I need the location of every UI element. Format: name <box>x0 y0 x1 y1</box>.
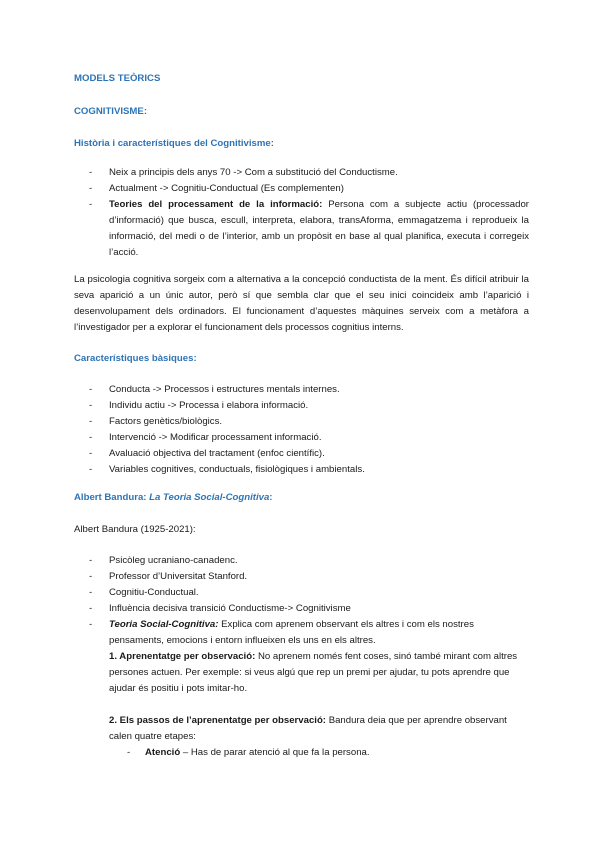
history-list <box>74 165 529 261</box>
bandura-heading-theory: La Teoria Social-Cognitiva <box>149 492 270 503</box>
document-title: MODELS TEÒRICS <box>74 73 161 84</box>
theory-text: Persona com a subjecte actiu (processador d’informació) que busca, escull, interpreta, elabora, transAforma, emmagatzema i reprodueix la informació, del medi o de l’interior, amb un propòsit en base al qual planifica, executa i corregeix l’acció. <box>109 199 529 258</box>
history-heading: Història i característiques del Cognitivisme: <box>74 138 274 149</box>
list-item: - Factors genètics/biològics. <box>74 414 529 430</box>
list-item-step <box>74 745 529 761</box>
point1-label: 1. Aprenentatge per observació: <box>109 651 256 662</box>
steps-list <box>74 745 529 761</box>
bandura-heading <box>74 490 529 506</box>
list-item: - Variables cognitives, conductuals, fisiològiques i ambientals. <box>74 462 529 478</box>
list-item: - Conducta -> Processos i estructures mentals internes. <box>74 382 529 398</box>
basic-list <box>74 382 529 478</box>
social-cognitive-label: Teoria Social-Cognitiva: <box>109 619 219 630</box>
bandura-subtitle: Albert Bandura (1925-2021): <box>74 524 196 535</box>
point1-text: No aprenem només fent coses, sinó també mirant com altres persones actuen. Per exemple: si veus algú que rep un premi per ajudar, tu pots aprendre que ajudar és positiu i pots imitar-ho. <box>109 651 518 694</box>
list-item-theory <box>74 197 529 261</box>
list-item: - Avaluació objectiva del tractament (enfoc científic). <box>74 446 529 462</box>
social-cognitive-text: Explica com aprenem observant els altres i com els nostres pensaments, emocions i entorn influeixen els uns en els altres. <box>109 619 474 646</box>
step-text: – Has de parar atenció al que fa la persona. <box>182 747 370 758</box>
section-heading-cognitivisme: COGNITIVISME: <box>74 106 148 117</box>
list-item: - Psicòleg ucraniano-canadenc. <box>74 553 529 569</box>
point2-text: Bandura deia que per aprendre observant calen quatre etapes: <box>109 715 507 742</box>
spacer <box>109 697 529 713</box>
list-item: - Professor d’Universitat Stanford. <box>74 569 529 585</box>
list-item: - Cognitiu-Conductual. <box>74 585 529 601</box>
list-item: - Intervenció -> Modificar processament informació. <box>74 430 529 446</box>
theory-label: Teories del processament de la informació: <box>109 199 323 210</box>
bandura-heading-name: Albert Bandura: <box>74 492 147 503</box>
bandura-list <box>74 553 529 745</box>
intro-paragraph: La psicologia cognitiva sorgeix com a alternativa a la concepció conductista de la ment. És difícil atribuir la seva aparició a un únic autor, però sí que sembla clar que el seu inici coincideix amb l’aparició i desenvolupament dels ordinadors. El funcionament d’aquestes màquines serveix com a metàfora a l’investigador per a explorar el funcionament dels processos cognitius interns. <box>74 274 529 333</box>
bandura-heading-colon: : <box>269 492 273 503</box>
list-item: - Neix a principis dels anys 70 -> Com a substitució del Conductisme. <box>74 165 529 181</box>
list-item: - Individu actiu -> Processa i elabora informació. <box>74 398 529 414</box>
basic-heading: Característiques bàsiques: <box>74 353 197 364</box>
list-item: - Influència decisiva transició Conductisme-> Cognitivisme <box>74 601 529 617</box>
list-item-theory <box>74 617 529 745</box>
list-item: - Actualment -> Cognitiu-Conductual (Es complementen) <box>74 181 529 197</box>
point2-label: 2. Els passos de l’aprenentatge per observació: <box>109 715 327 726</box>
step-label: Atenció <box>145 747 181 758</box>
